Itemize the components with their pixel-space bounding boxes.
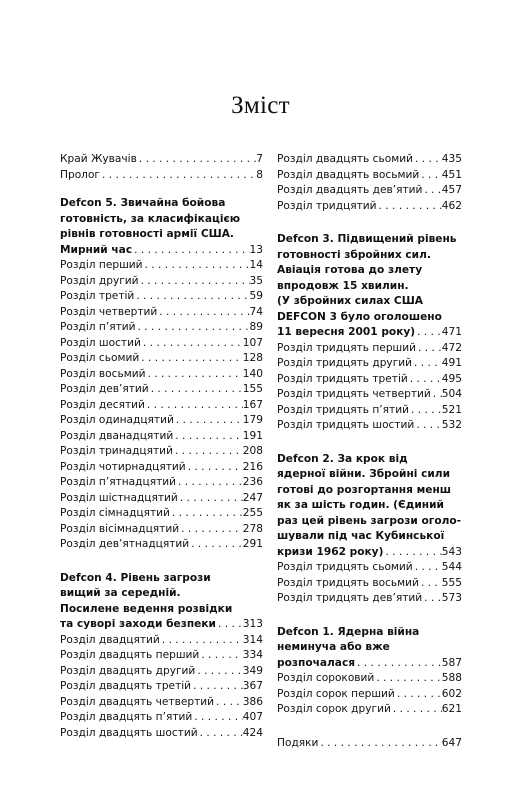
toc-entry: [60, 726, 263, 742]
toc-entry-label: Розділ дев’ятий: [60, 383, 149, 395]
toc-entry-label: Розділ сороковий: [277, 672, 375, 684]
dot-leader: [412, 356, 442, 372]
section-heading-line: як за шість годин. (Єдиний: [277, 499, 444, 511]
toc-entry-page: 386: [242, 695, 263, 708]
dot-leader: [413, 560, 442, 576]
dot-leader: [413, 152, 442, 168]
toc-entry-page: 407: [242, 711, 263, 723]
toc-entry-page: 543: [441, 545, 462, 558]
toc-entry-label: Розділ четвертий: [60, 305, 158, 318]
section-heading-line: (У збройних силах США: [277, 295, 423, 307]
toc-entry: [60, 274, 263, 290]
toc-entry-page: 314: [242, 633, 263, 646]
toc-entry-page: 191: [242, 429, 263, 442]
toc-entry-label: Розділ двадцять третій: [60, 680, 192, 692]
toc-entry-label: Розділ тринадцятий: [60, 445, 173, 457]
toc-entry-page: 367: [242, 680, 263, 692]
section-heading-line: Defcon 1. Ядерна війна: [277, 625, 420, 638]
toc-entry: [60, 258, 263, 274]
toc-entry-page: 167: [242, 398, 263, 411]
dot-leader: [422, 183, 441, 199]
toc-entry-label: Розділ тридцять другий: [277, 357, 413, 369]
toc-entry-page: 424: [242, 726, 263, 739]
dot-leader: [416, 341, 442, 357]
section-heading-line: Defcon 3. Підвищений рівень: [277, 233, 457, 245]
toc-entry: [60, 367, 263, 383]
toc-entry-label: Розділ двадцять перший: [60, 649, 200, 661]
section-heading-line: раз цей рівень загрози оголо-: [277, 514, 462, 527]
toc-entry: [277, 545, 462, 561]
dot-leader: [408, 372, 442, 388]
toc-entry-page: 13: [249, 243, 263, 256]
toc-entry-page: 472: [441, 341, 462, 354]
toc-entry: [60, 537, 263, 553]
toc-entry-label: Розділ другий: [60, 274, 139, 287]
toc-entry-page: 7: [256, 153, 263, 165]
toc-entry: [60, 429, 263, 445]
toc-entry-page: 291: [242, 538, 263, 550]
toc-entry: [60, 522, 263, 538]
toc-entry-page: 573: [441, 592, 462, 604]
dot-leader: [391, 702, 442, 718]
toc-entry: [277, 168, 462, 184]
dot-leader: [199, 648, 242, 664]
section-heading-line: готовності збройних сил.: [277, 248, 431, 261]
dot-leader: [170, 506, 243, 522]
section-heading-line: Defcon 4. Рівень загрози: [60, 571, 211, 584]
dot-leader: [173, 444, 243, 460]
dot-leader: [431, 387, 442, 403]
dot-leader: [318, 736, 441, 752]
dot-leader: [419, 168, 442, 184]
section-defcon-2: [277, 452, 462, 607]
toc-entry-label: Розділ одинадцятий: [60, 414, 174, 426]
section-defcon-1: [277, 625, 462, 718]
toc-entry: [60, 617, 263, 633]
toc-entry-label: Розділ тридцять п’ятий: [277, 403, 409, 416]
toc-entry-label: Розділ шостий: [60, 336, 141, 349]
toc-entry-label: Край Жувачів: [60, 153, 137, 165]
toc-entry-page: 587: [441, 656, 462, 669]
toc-entry-page: 462: [441, 199, 462, 212]
section-heading: [60, 196, 263, 243]
toc-entry: [60, 444, 263, 460]
toc-entry-page: 59: [249, 290, 263, 302]
dot-leader: [355, 656, 442, 672]
toc-entry-page: 532: [441, 419, 462, 431]
toc-entry-page: 8: [256, 168, 263, 181]
toc-entry-page: 435: [441, 153, 462, 165]
dot-leader: [137, 152, 256, 168]
toc-entry-page: 491: [441, 357, 462, 369]
dot-leader: [192, 710, 242, 726]
section-heading-line: шували під час Кубинської: [277, 530, 445, 542]
dot-leader: [216, 617, 243, 633]
toc-entry-page: 495: [441, 372, 462, 385]
toc-entry-page: 313: [242, 618, 263, 630]
dot-leader: [195, 664, 242, 680]
toc-entry-page: 35: [249, 274, 263, 287]
toc-entry-label: Розділ вісімнадцятий: [60, 522, 180, 535]
section-heading-line: вищий за середній.: [60, 587, 181, 599]
section-heading-line: готовність, за класифікацією: [60, 212, 241, 225]
toc-entry-label: Розділ двадцять дев’ятий: [277, 184, 423, 196]
toc-entry-label: Розділ дванадцятий: [60, 429, 174, 442]
dot-leader: [383, 545, 441, 561]
toc-entry-label: Розділ двадцять другий: [60, 664, 196, 677]
dot-leader: [143, 258, 250, 274]
toc-entry-label: Розділ сорок перший: [277, 687, 395, 700]
toc-entry-label: Розділ сорок другий: [277, 703, 391, 715]
chapter-list: [277, 152, 462, 214]
toc-entry-page: 128: [242, 352, 263, 364]
toc-entry-label: Розділ чотирнадцятий: [60, 460, 186, 473]
toc-entry: [277, 372, 462, 388]
toc-entry-page: 504: [441, 388, 462, 400]
toc-entry-label: та суворі заходи безпеки: [60, 618, 216, 630]
toc-entry: [277, 418, 462, 434]
section-heading: [277, 452, 462, 545]
toc-entry-page: 334: [242, 649, 263, 661]
toc-entry-label: Мирний час: [60, 243, 133, 256]
back-matter: [277, 736, 462, 752]
toc-entry: [277, 591, 462, 607]
toc-entry: [60, 382, 263, 398]
toc-entry-page: 89: [249, 321, 263, 333]
toc-entry: [277, 183, 462, 199]
front-matter: [60, 152, 263, 183]
toc-entry: [277, 656, 462, 672]
toc-entry-label: 11 вересня 2001 року): [277, 326, 416, 338]
toc-entry-page: 544: [441, 561, 462, 573]
section-heading-line: Авіація готова до злету: [277, 264, 423, 276]
section-heading: [277, 232, 462, 325]
section-heading-line: готові до розгортання менш: [277, 483, 452, 496]
toc-entry-page: 140: [242, 367, 263, 380]
toc-entry: [60, 305, 263, 321]
toc-entry: [277, 736, 462, 752]
section-heading-line: Посилене ведення розвідки: [60, 602, 233, 615]
toc-entry-label: Розділ двадцятий: [60, 633, 160, 646]
toc-entry: [60, 710, 263, 726]
toc-entry-label: Розділ сьомий: [60, 352, 140, 364]
section-defcon-3: [277, 232, 462, 434]
toc-entry-page: 471: [441, 326, 462, 338]
toc-entry: [60, 491, 263, 507]
dot-leader: [189, 537, 243, 553]
toc-entry-page: 179: [242, 414, 263, 426]
toc-entry: [60, 243, 263, 259]
dot-leader: [157, 305, 249, 321]
toc-entry-page: 14: [249, 259, 263, 271]
toc-entry-label: Розділ тридцять шостий: [277, 419, 415, 431]
toc-entry: [60, 695, 263, 711]
toc-entry: [60, 152, 263, 168]
dot-leader: [198, 726, 243, 742]
section-heading-line: впродовж 15 хвилин.: [277, 279, 409, 292]
toc-entry-page: 107: [242, 336, 263, 349]
section-defcon-5: [60, 196, 263, 553]
dot-leader: [145, 367, 242, 383]
dot-leader: [100, 168, 256, 184]
section-heading-line: Defcon 5. Звичайна бойова: [60, 197, 226, 209]
dot-leader: [141, 336, 243, 352]
toc-entry: [60, 460, 263, 476]
page-title: Зміст: [231, 92, 290, 119]
dot-leader: [415, 325, 442, 341]
toc-entry: [60, 506, 263, 522]
toc-entry-label: Розділ сімнадцятий: [60, 507, 170, 519]
toc-entry-label: Розділ тридцять перший: [277, 341, 417, 354]
toc-entry: [60, 664, 263, 680]
toc-entry: [60, 648, 263, 664]
toc-entry: [60, 413, 263, 429]
toc-entry-page: 451: [441, 168, 462, 181]
toc-entry-page: 588: [441, 672, 462, 684]
toc-entry-label: Розділ десятий: [60, 398, 145, 411]
dot-leader: [134, 289, 249, 305]
toc-entry: [60, 289, 263, 305]
toc-entry-label: кризи 1962 року): [277, 545, 384, 558]
toc-entry-page: 555: [441, 576, 462, 589]
dot-leader: [191, 679, 243, 695]
section-heading-line: неминуча або вже: [277, 641, 390, 653]
toc-entry-page: 74: [249, 305, 263, 318]
toc-right-column: [277, 152, 462, 751]
toc-entry-label: Розділ п’ятнадцятий: [60, 476, 177, 488]
dot-leader: [414, 418, 441, 434]
toc-entry-page: 647: [441, 736, 462, 749]
toc-entry-label: Розділ двадцять сьомий: [277, 153, 413, 165]
toc-entry-page: 621: [441, 703, 462, 715]
toc-entry-label: Розділ тридцять четвертий: [277, 388, 431, 400]
toc-entry-label: Подяки: [277, 736, 319, 749]
toc-entry: [277, 576, 462, 592]
toc-entry-page: 236: [242, 476, 263, 488]
dot-leader: [139, 351, 243, 367]
toc-entry: [60, 633, 263, 649]
toc-entry: [277, 671, 462, 687]
toc-entry: [60, 398, 263, 414]
toc-entry: [277, 325, 462, 341]
toc-entry-page: 457: [441, 184, 462, 196]
section-heading-line: рівнів готовності армії США.: [60, 228, 234, 240]
toc-entry: [60, 320, 263, 336]
dot-leader: [419, 576, 442, 592]
toc-entry: [60, 679, 263, 695]
toc-entry-label: Розділ шістнадцятий: [60, 491, 178, 504]
dot-leader: [422, 591, 442, 607]
toc-entry-page: 247: [242, 491, 263, 504]
toc-entry-label: Розділ тридцятий: [277, 199, 377, 212]
toc-entry-page: 155: [242, 383, 263, 395]
dot-leader: [145, 398, 243, 414]
toc-entry-page: 216: [242, 460, 263, 473]
toc-entry: [60, 336, 263, 352]
dot-leader: [377, 199, 442, 215]
toc-entry-label: Розділ третій: [60, 290, 135, 302]
dot-leader: [179, 522, 243, 538]
toc-entry-page: 521: [441, 403, 462, 416]
toc-entry: [277, 702, 462, 718]
dot-leader: [395, 687, 442, 703]
toc-entry-label: Пролог: [60, 168, 100, 181]
toc-entry-label: Розділ тридцять сьомий: [277, 561, 413, 573]
dot-leader: [214, 695, 243, 711]
toc-entry-label: Розділ двадцять четвертий: [60, 695, 215, 708]
dot-leader: [174, 413, 243, 429]
toc-entry-label: Розділ тридцять дев’ятий: [277, 592, 423, 604]
toc-entry: [60, 168, 263, 184]
toc-entry-label: Розділ двадцять п’ятий: [60, 711, 193, 723]
dot-leader: [173, 429, 243, 445]
toc-entry-page: 349: [242, 664, 263, 677]
dot-leader: [176, 475, 243, 491]
toc-entry: [277, 387, 462, 403]
toc-entry: [277, 199, 462, 215]
toc-entry-label: Розділ тридцять восьмий: [277, 576, 419, 589]
section-heading-line: ядерної війни. Збройні сили: [277, 468, 450, 480]
dot-leader: [186, 460, 243, 476]
dot-leader: [136, 320, 250, 336]
dot-leader: [374, 671, 441, 687]
toc-entry-page: 208: [242, 445, 263, 457]
toc-entry-label: Розділ тридцять третій: [277, 372, 408, 385]
section-heading-line: Defcon 2. За крок від: [277, 452, 408, 465]
toc-entry-page: 255: [242, 507, 263, 519]
section-defcon-4: [60, 571, 263, 742]
toc-entry-label: Розділ двадцять восьмий: [277, 168, 420, 181]
toc-entry-label: розпочалася: [277, 656, 356, 669]
toc-entry-label: Розділ п’ятий: [60, 321, 136, 333]
section-heading-line: DEFCON 3 було оголошено: [277, 310, 442, 323]
toc-entry: [277, 356, 462, 372]
toc-entry: [60, 351, 263, 367]
toc-entry: [60, 475, 263, 491]
dot-leader: [139, 274, 250, 290]
dot-leader: [178, 491, 243, 507]
toc-entry-label: Розділ двадцять шостий: [60, 726, 198, 739]
dot-leader: [160, 633, 243, 649]
toc-entry: [277, 341, 462, 357]
toc-entry-label: Розділ восьмий: [60, 367, 146, 380]
toc-entry-page: 278: [242, 522, 263, 535]
toc-entry-page: 602: [441, 687, 462, 700]
toc-left-column: [60, 152, 263, 741]
section-heading: [277, 625, 462, 656]
toc-entry-label: Розділ перший: [60, 259, 143, 271]
toc-entry: [277, 403, 462, 419]
section-heading: [60, 571, 263, 618]
dot-leader: [132, 243, 249, 259]
toc-entry: [277, 687, 462, 703]
toc-entry: [277, 560, 462, 576]
toc-entry-label: Розділ дев’ятнадцятий: [60, 538, 190, 550]
dot-leader: [409, 403, 442, 419]
dot-leader: [149, 382, 243, 398]
toc-entry: [277, 152, 462, 168]
